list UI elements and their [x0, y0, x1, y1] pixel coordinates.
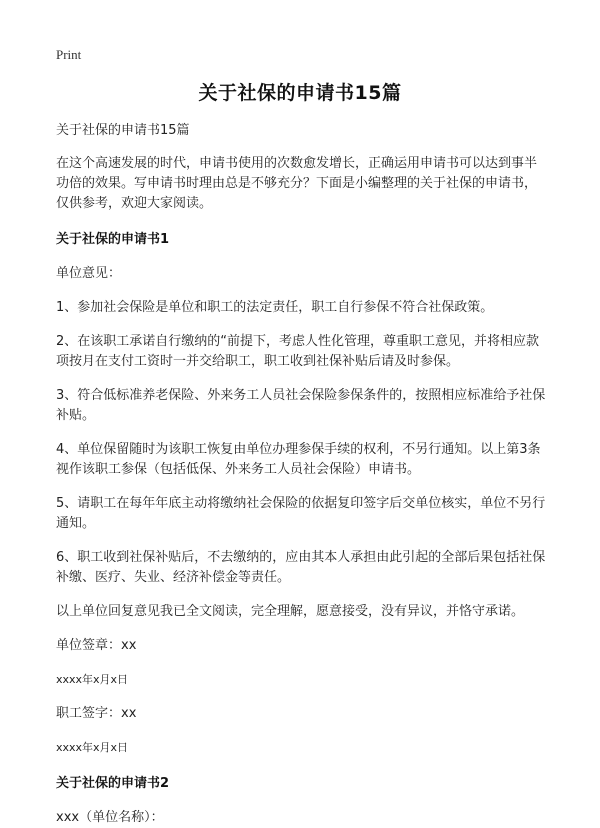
list-item: 3、符合低标准养老保险、外来务工人员社会保险参保条件的，按照相应标准给予社保补贴。 — [56, 388, 546, 423]
document-subtitle: 关于社保的申请书15篇 — [56, 123, 190, 138]
unit-signature: 单位签章：xx — [56, 638, 137, 653]
print-label[interactable]: Print — [56, 47, 82, 62]
list-item: 2、在该职工承诺自行缴纳的“前提下，考虑人性化管理，尊重职工意见，并将相应款项按月在支付工资时一并交给职工，职工收到社保补贴后请及时参保。 — [56, 334, 540, 369]
section-heading-2: 关于社保的申请书2 — [56, 776, 170, 791]
page-title: 关于社保的申请书15篇 — [198, 82, 402, 104]
employee-date: xxxx年x月x日 — [56, 741, 129, 754]
employee-signature: 职工签字：xx — [56, 706, 137, 721]
list-item: 5、请职工在每年年底主动将缴纳社会保险的依据复印签字后交单位核实，单位不另行通知。 — [56, 496, 546, 531]
list-item: 4、单位保留随时为该职工恢复由单位办理参保手续的权利，不另行通知。以上第3条视作该职工参保（包括低保、外来务工人员社会保险）申请书。 — [56, 442, 541, 477]
intro-paragraph: 在这个高速发展的时代，申请书使用的次数愈发增长，正确运用申请书可以达到事半功倍的效果。写申请书时理由总是不够充分？下面是小编整理的关于社保的申请书，仅供参考，欢迎大家阅读。 — [56, 156, 538, 211]
opinion-label: 单位意见： — [56, 266, 122, 281]
acceptance-statement: 以上单位回复意见我已全文阅读，完全理解，愿意接受，没有异议，并恪守承诺。 — [56, 604, 525, 619]
addressee-line: xxx（单位名称）： — [56, 810, 164, 825]
list-item: 1、参加社会保险是单位和职工的法定责任，职工自行参保不符合社保政策。 — [56, 300, 494, 315]
document-body — [56, 121, 548, 828]
list-item: 6、职工收到社保补贴后，不去缴纳的，应由其本人承担由此引起的全部后果包括社保补缴、医疗、失业、经济补偿金等责任。 — [56, 550, 546, 585]
section-heading-1: 关于社保的申请书1 — [56, 232, 170, 247]
unit-date: xxxx年x月x日 — [56, 673, 129, 686]
